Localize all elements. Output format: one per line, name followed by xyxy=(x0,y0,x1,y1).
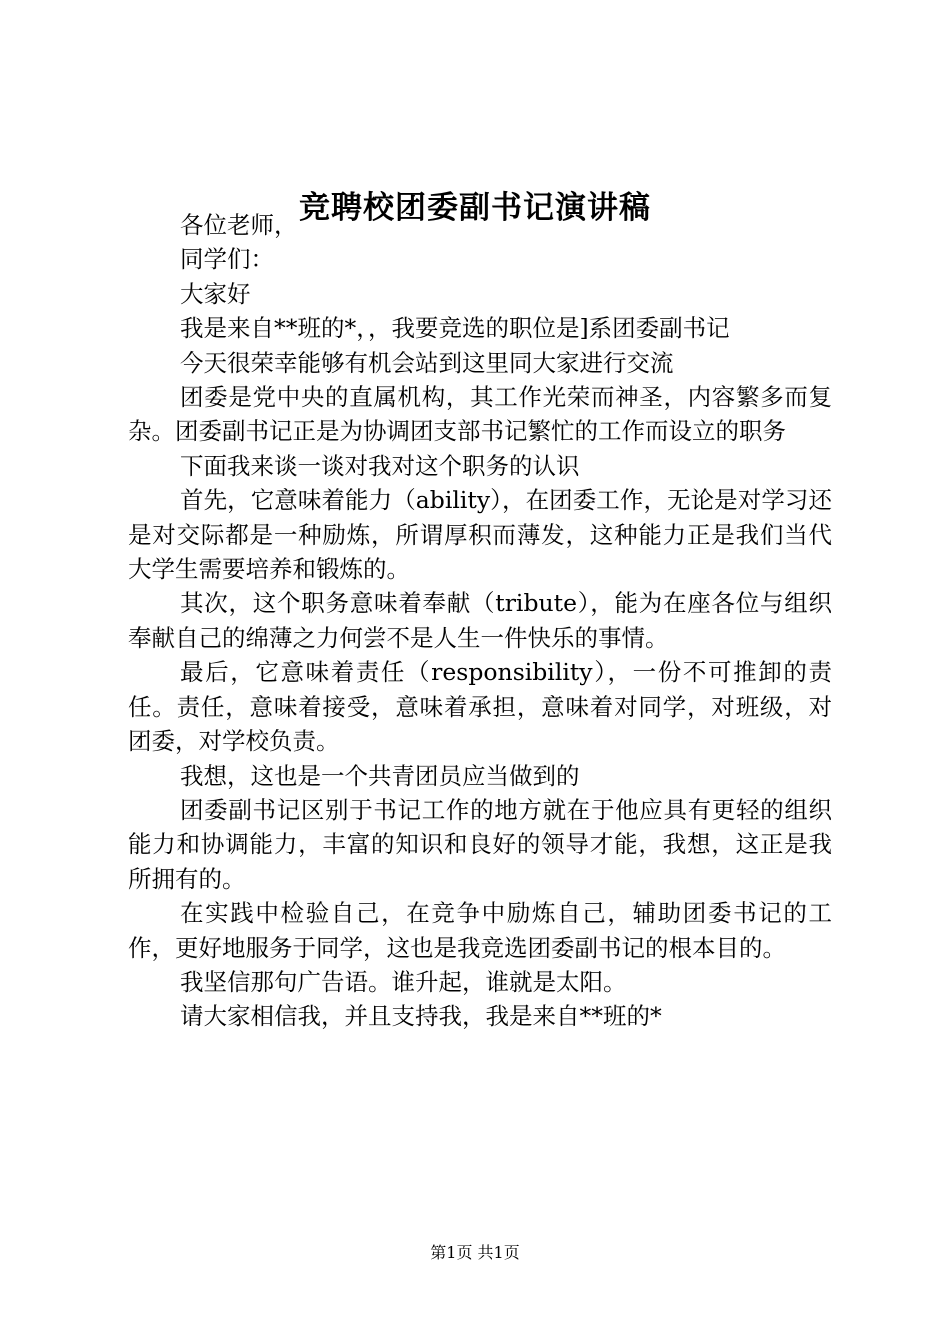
paragraph-goal: 在实践中检验自己，在竞争中励炼自己，辅助团委书记的工作，更好地服务于同学，这也是我竞选团委副书记的根本目的。 xyxy=(128,899,832,962)
paragraph-greeting-teachers: 各位老师， xyxy=(180,211,298,239)
paragraph-understanding: 下面我来谈一谈对我对这个职务的认识 xyxy=(180,451,580,480)
paragraph-greeting-students: 同学们： xyxy=(180,245,274,274)
document-body xyxy=(128,208,832,1034)
paragraph-tribute: 其次，这个职务意味着奉献（tribute），能为在座各位与组织奉献自己的绵薄之力何尝不是人生一件快乐的事情。 xyxy=(128,589,832,652)
page-number-footer: 第1页 共1页 xyxy=(430,1243,520,1262)
paragraph-league-committee: 团委是党中央的直属机构，其工作光荣而神圣，内容繁多而复杂。团委副书记正是为协调团支部书记繁忙的工作而设立的职务 xyxy=(128,383,832,446)
paragraph-honor: 今天很荣幸能够有机会站到这里同大家进行交流 xyxy=(180,348,674,377)
paragraph-duty: 我想，这也是一个共青团员应当做到的 xyxy=(180,761,580,790)
document-title: 竞聘校团委副书记演讲稿 xyxy=(299,190,651,226)
paragraph-slogan: 我坚信那句广告语。谁升起，谁就是太阳。 xyxy=(180,967,627,996)
paragraph-closing: 请大家相信我，并且支持我，我是来自**班的* xyxy=(180,1002,662,1031)
paragraph-qualities: 团委副书记区别于书记工作的地方就在于他应具有更轻的组织能力和协调能力，丰富的知识和良好的领导才能，我想，这正是我所拥有的。 xyxy=(128,795,832,893)
paragraph-hello: 大家好 xyxy=(180,279,251,308)
paragraph-responsibility: 最后，它意味着责任（responsibility），一份不可推卸的责任。责任，意味着接受，意味着承担，意味着对同学，对班级，对团委，对学校负责。 xyxy=(128,658,832,756)
paragraph-ability: 首先，它意味着能力（ability），在团委工作，无论是对学习还是对交际都是一种励炼，所谓厚积而薄发，这种能力正是我们当代大学生需要培养和锻炼的。 xyxy=(128,486,832,584)
paragraph-introduction: 我是来自**班的*，，我要竞选的职位是]系团委副书记 xyxy=(180,314,730,343)
